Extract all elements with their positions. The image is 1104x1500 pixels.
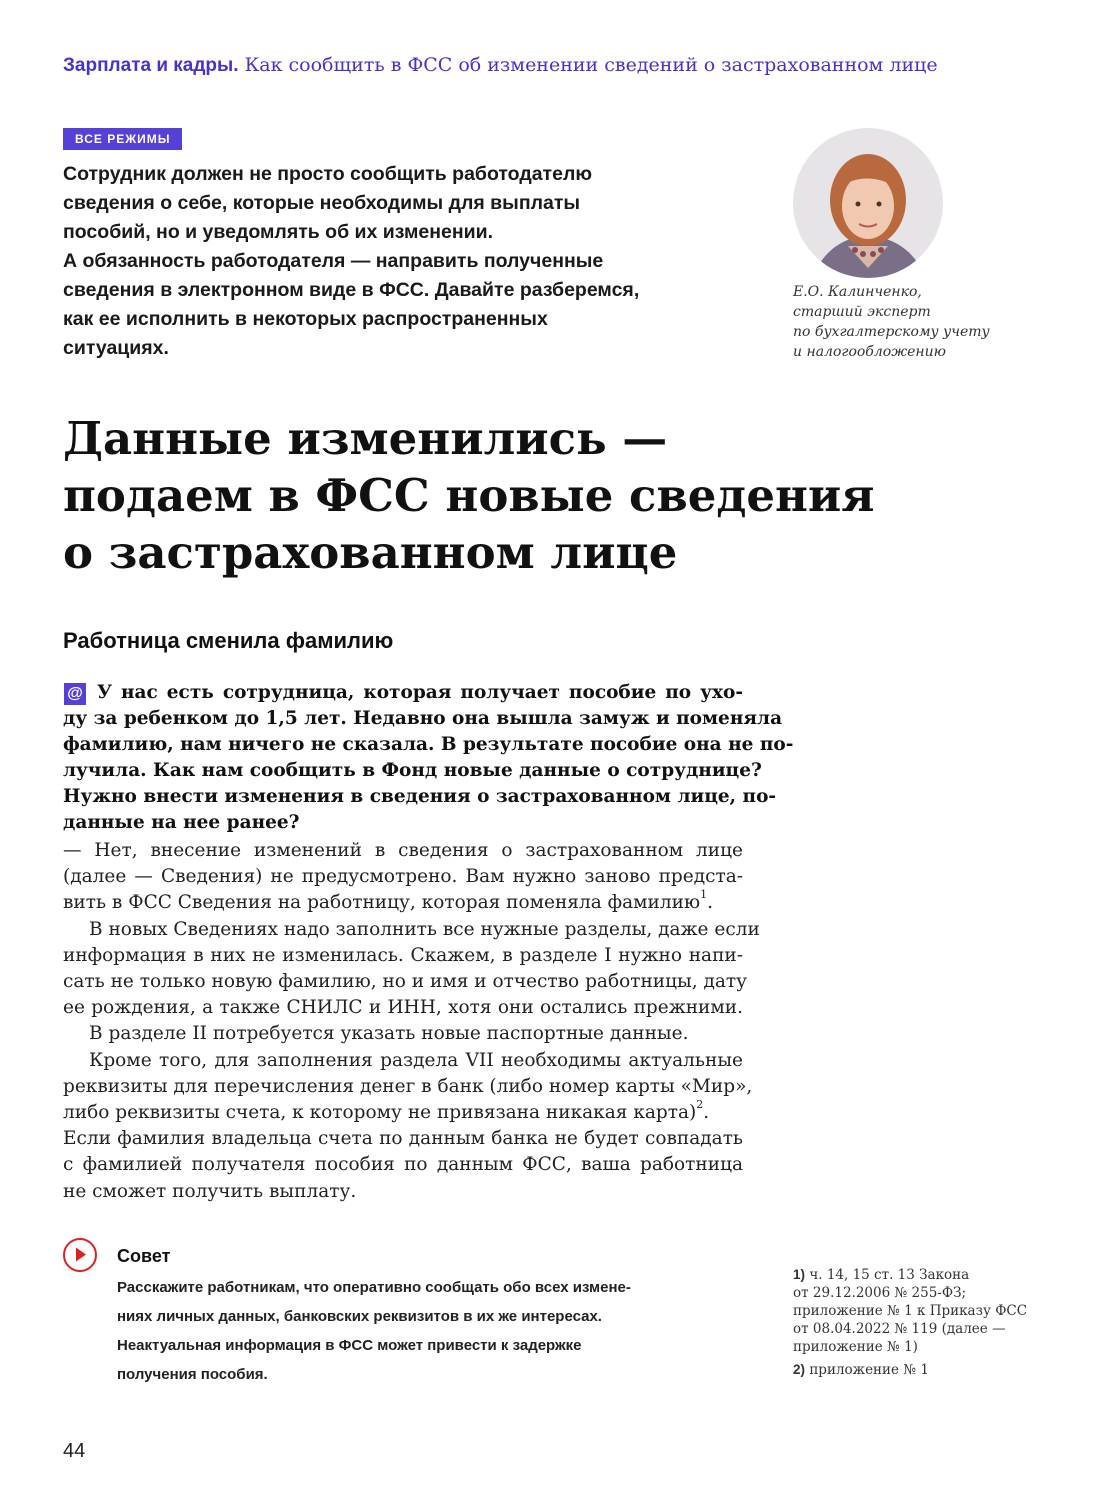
answer-line: не сможет получить выплату. xyxy=(63,1180,357,1202)
question-line: фамилию, нам ничего не сказала. В результате пособие она не по- xyxy=(63,734,794,755)
answer-line: Если фамилия владельца счета по данным банка не будет совпадать xyxy=(63,1128,743,1150)
expert-answer xyxy=(63,838,760,1205)
footnote-text: от 29.12.2006 № 255-ФЗ; xyxy=(793,1285,967,1301)
question-line: ду за ребенком до 1,5 лет. Недавно она вышла замуж и поменяла xyxy=(63,708,783,729)
lead-line: как ее исполнить в некоторых распространенных xyxy=(63,308,548,330)
tip-title: Совет xyxy=(117,1246,171,1266)
lead-line: Сотрудник должен не просто сообщить работодателю xyxy=(63,163,592,185)
lead-line: сведения в электронном виде в ФСС. Давайте разберемся, xyxy=(63,279,640,301)
author-name: Е.О. Калинченко, xyxy=(793,284,922,300)
running-header xyxy=(63,54,1063,77)
footnote-number: 1) xyxy=(793,1267,806,1282)
tip-text xyxy=(117,1273,737,1389)
author-role: старший эксперт xyxy=(793,304,931,320)
answer-line: вить в ФСС Сведения на работницу, которая поменяла фамилию$^1$. xyxy=(63,888,713,914)
lead-line: пособий, но и уведомлять об их изменении. xyxy=(63,221,494,243)
footnote-number: 2) xyxy=(793,1362,806,1377)
footnote-ref: 2 xyxy=(696,1098,704,1112)
answer-line: В новых Сведениях надо заполнить все нужные разделы, даже если xyxy=(89,918,760,940)
answer-line: Кроме того, для заполнения раздела VII необходимы актуальные xyxy=(89,1049,743,1071)
footnote-2 xyxy=(793,1361,1033,1379)
answer-text: вить в ФСС Сведения на работницу, которая поменяла фамилию xyxy=(63,892,701,914)
title-line: подаем в ФСС новые сведения xyxy=(63,469,875,522)
answer-line: ее рождения, а также СНИЛС и ИНН, хотя они остались прежними. xyxy=(63,997,743,1019)
page-number: 44 xyxy=(63,1440,86,1462)
footnote-text: от 08.04.2022 № 119 (далее — xyxy=(793,1321,1006,1337)
answer-line: — Нет, внесение изменений в сведения о застрахованном лице xyxy=(63,840,743,861)
reader-question xyxy=(63,680,794,836)
footnote-1 xyxy=(793,1266,1033,1284)
section-subtitle: Работница сменила фамилию xyxy=(63,628,394,653)
question-line: лучила. Как нам сообщить в Фонд новые данные о сотруднице? xyxy=(63,760,762,781)
question-line: У нас есть сотрудница, которая получает пособие по ухо- xyxy=(97,682,743,703)
tip-line: получения пособия. xyxy=(117,1366,268,1383)
answer-line: с фамилией получателя пособия по данным ФСС, ваша работница xyxy=(63,1154,743,1176)
tip-line: ниях личных данных, банковских реквизитов в их же интересах. xyxy=(117,1308,602,1325)
answer-line: (далее — Сведения) не предусмотрено. Вам нужно заново предста- xyxy=(63,866,743,888)
answer-line: сать не только новую фамилию, но и имя и отчество работницы, дату xyxy=(63,971,748,993)
tip-line: Расскажите работникам, что оперативно сообщать обо всех измене- xyxy=(117,1279,631,1296)
play-icon xyxy=(63,1238,97,1272)
footnote-text: приложение № 1 xyxy=(809,1362,929,1378)
author-role: и налогообложению xyxy=(793,344,946,360)
author-role: по бухгалтерскому учету xyxy=(793,324,990,340)
footnote-text: ч. 14, 15 ст. 13 Закона xyxy=(809,1267,970,1283)
answer-line: либо реквизиты счета, к которому не привязана никакая карта)$^2$. xyxy=(63,1098,710,1124)
title-line: о застрахованном лице xyxy=(63,526,678,579)
author-photo xyxy=(793,128,943,278)
lead-line: А обязанность работодателя — направить полученные xyxy=(63,250,604,272)
regime-badge: ВСЕ РЕЖИМЫ xyxy=(63,128,182,150)
title-line: Данные изменились — xyxy=(63,412,668,465)
lead-line: сведения о себе, которые необходимы для выплаты xyxy=(63,192,581,214)
tip-line: Неактуальная информация в ФСС может привести к задержке xyxy=(117,1337,582,1354)
lead-line: ситуациях. xyxy=(63,337,169,359)
footnote-ref: 1 xyxy=(700,888,708,902)
article-title xyxy=(63,410,963,581)
at-sign-icon: @ xyxy=(64,683,86,705)
answer-line: реквизиты для перечисления денег в банк (либо номер карты «Мир», xyxy=(63,1075,753,1097)
header-title: Как сообщить в ФСС об изменении сведений о застрахованном лице xyxy=(244,54,938,76)
answer-line: В разделе II потребуется указать новые паспортные данные. xyxy=(89,1023,689,1045)
lead-paragraph xyxy=(63,160,753,363)
author-caption xyxy=(793,282,993,362)
header-section: Зарплата и кадры. xyxy=(63,55,239,76)
author-portrait-image xyxy=(793,128,943,278)
question-line: данные на нее ранее? xyxy=(63,812,300,833)
answer-line: информация в них не изменилась. Скажем, в разделе I нужно напи- xyxy=(63,944,743,966)
answer-text: либо реквизиты счета, к которому не привязана никакая карта) xyxy=(63,1102,697,1124)
question-line: Нужно внести изменения в сведения о застрахованном лице, по- xyxy=(63,786,777,807)
footnote-text: приложение № 1 к Приказу ФСС xyxy=(793,1303,1028,1319)
footnotes xyxy=(793,1266,1033,1379)
footnote-text: приложение № 1) xyxy=(793,1339,918,1355)
